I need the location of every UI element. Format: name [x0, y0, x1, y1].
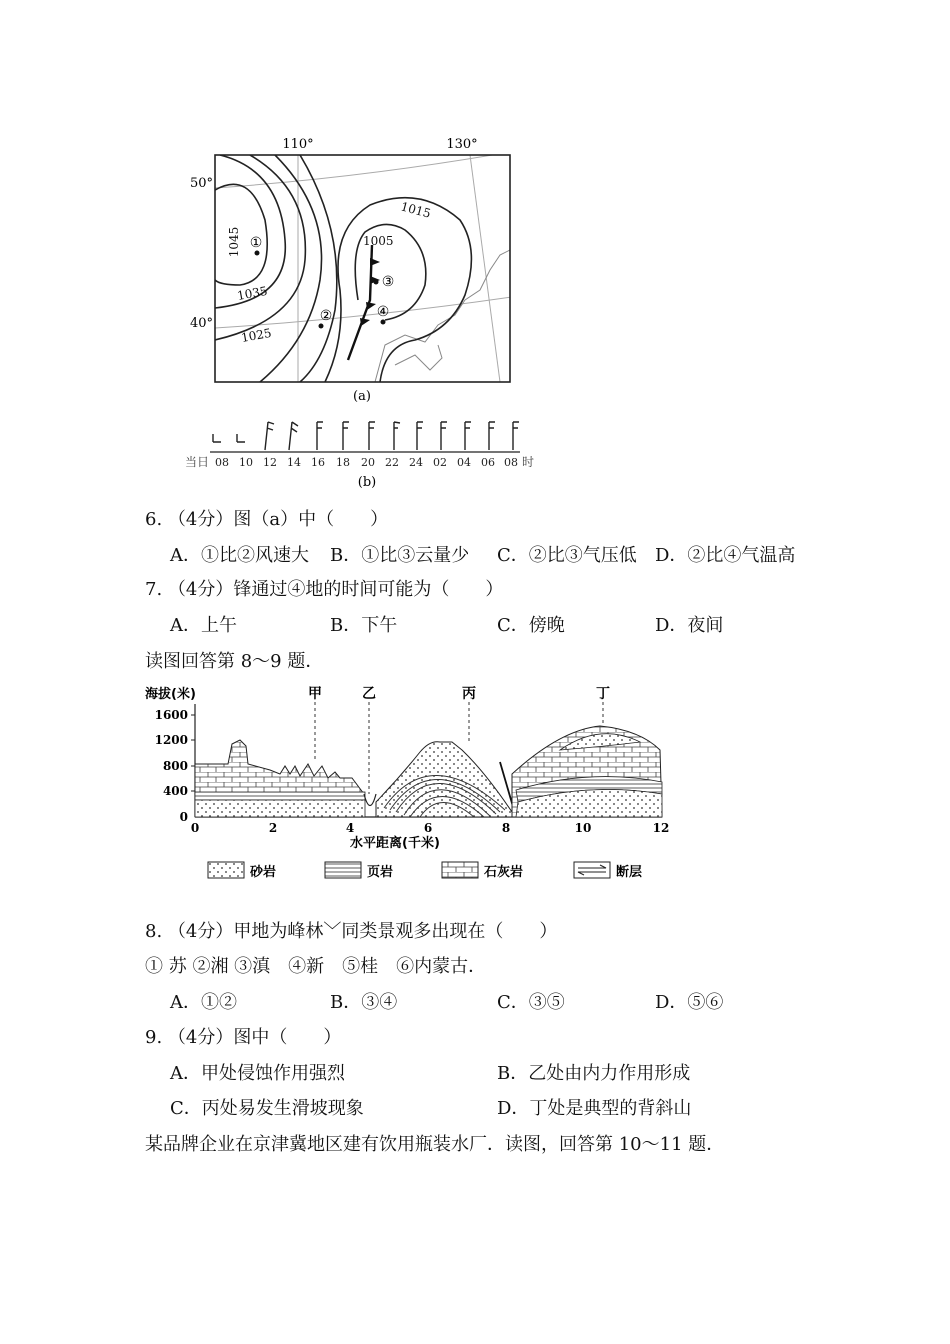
- q7-option-b[interactable]: B．下午: [330, 615, 398, 636]
- isobar-label-1045: 1045: [227, 226, 241, 258]
- q8-stem: 8. （4分）甲地为峰林﹀同类景观多出现在（ ）: [145, 921, 558, 942]
- legend-limestone-swatch: [442, 862, 478, 878]
- wind-timeline-figure: [185, 410, 545, 490]
- isobar-label-1035: 1035: [236, 283, 269, 303]
- timeline-suffix: 时: [522, 455, 535, 469]
- lon-label-130: 130°: [446, 137, 478, 152]
- q9-stem: 9. （4分）图中（ ）: [145, 1027, 342, 1048]
- lon-label-110: 110°: [282, 137, 314, 152]
- xtick-10: 10: [574, 821, 592, 835]
- q8-option-b[interactable]: B．③④: [330, 992, 398, 1013]
- isobar-label-1015: 1015: [399, 199, 433, 221]
- q8-option-c[interactable]: C．③⑤: [497, 992, 565, 1013]
- q6-option-c[interactable]: C．②比③气压低: [497, 545, 637, 566]
- place-jia: 甲: [308, 686, 322, 702]
- hour-tick: 04: [457, 456, 471, 469]
- q9-option-b[interactable]: B．乙处由内力作用形成: [497, 1063, 691, 1084]
- figure-b-caption: (b): [357, 475, 377, 490]
- place-yi: 乙: [362, 686, 376, 702]
- point-2-label: ②: [319, 308, 333, 324]
- point-3-label: ③: [381, 274, 395, 290]
- geologic-profile-figure: [140, 682, 680, 892]
- point-1-label: ①: [249, 235, 263, 251]
- lat-label-40: 40°: [190, 316, 214, 331]
- place-ding: 丁: [596, 686, 610, 702]
- timeline-prefix: 当日: [185, 455, 210, 469]
- xtick-12: 12: [652, 821, 670, 835]
- xtick-6: 6: [423, 821, 433, 835]
- q6-option-b[interactable]: B．①比③云量少: [330, 545, 470, 566]
- q8-option-a[interactable]: A．①②: [170, 992, 237, 1013]
- hour-tick: 06: [481, 456, 495, 469]
- legend-limestone: 石灰岩: [484, 865, 524, 880]
- point-4-label: ④: [376, 304, 390, 320]
- map-frame: [215, 155, 510, 382]
- q7-stem: 7. （4分）锋通过④地的时间可能为（ ）: [145, 579, 504, 600]
- xtick-8: 8: [501, 821, 511, 835]
- legend-fault: 断层: [616, 865, 643, 880]
- q9-option-c[interactable]: C．丙处易发生滑坡现象: [170, 1098, 364, 1119]
- q9-option-a[interactable]: A．甲处侵蚀作用强烈: [170, 1063, 345, 1084]
- place-bing: 丙: [462, 686, 476, 702]
- q8-option-d[interactable]: D．⑤⑥: [655, 992, 724, 1013]
- point-2-dot: [319, 324, 324, 329]
- hour-tick: 22: [385, 456, 399, 469]
- q6-stem: 6. （4分）图（a）中（ ）: [145, 509, 389, 530]
- hour-tick: 24: [409, 456, 423, 469]
- q7-option-c[interactable]: C．傍晚: [497, 615, 565, 636]
- figure-a-caption: (a): [353, 389, 371, 404]
- isobar-map-figure: [180, 130, 540, 410]
- ytick-800: 800: [162, 759, 188, 773]
- hour-tick: 14: [287, 456, 301, 469]
- intro-10-11: 某品牌企业在京津冀地区建有饮用瓶装水厂．读图，回答第 10～11 题．: [145, 1134, 725, 1155]
- lat-label-50: 50°: [190, 176, 214, 191]
- profile-ylabel: 海拔(米): [145, 687, 196, 702]
- legend-sandstone-swatch: [208, 862, 244, 878]
- ytick-400: 400: [162, 784, 188, 798]
- point-1-dot: [255, 251, 260, 256]
- q7-option-a[interactable]: A．上午: [170, 615, 237, 636]
- hour-tick: 12: [263, 456, 277, 469]
- legend-sandstone: 砂岩: [250, 865, 277, 880]
- isobar-label-1025: 1025: [240, 325, 273, 345]
- ytick-1600: 1600: [154, 708, 188, 722]
- ytick-1200: 1200: [154, 733, 188, 747]
- q6-option-a[interactable]: A．①比②风速大: [170, 545, 309, 566]
- q6-option-d[interactable]: D．②比④气温高: [655, 545, 796, 566]
- xtick-0: 0: [190, 821, 200, 835]
- q8-choices: ① 苏 ②湘 ③滇 ④新 ⑤桂 ⑥内蒙古．: [145, 956, 487, 977]
- point-4-dot: [381, 320, 386, 325]
- legend-fault-swatch: [574, 862, 610, 878]
- legend-shale-swatch: [325, 862, 361, 878]
- point-3-dot: [374, 280, 379, 285]
- hour-tick: 02: [433, 456, 447, 469]
- intro-8-9: 读图回答第 8～9 题．: [145, 651, 324, 672]
- isobar-label-1005: 1005: [363, 234, 394, 248]
- hour-tick: 16: [311, 456, 325, 469]
- ytick-0: 0: [179, 810, 188, 824]
- hour-tick: 08: [504, 456, 518, 469]
- hour-tick: 20: [361, 456, 375, 469]
- xtick-4: 4: [345, 821, 355, 835]
- profile-xlabel: 水平距离(千米): [350, 836, 440, 851]
- hour-tick: 08: [215, 456, 229, 469]
- xtick-2: 2: [268, 821, 278, 835]
- legend-shale: 页岩: [367, 865, 394, 880]
- hour-tick: 18: [336, 456, 350, 469]
- q7-option-d[interactable]: D．夜间: [655, 615, 724, 636]
- hour-tick: 10: [239, 456, 253, 469]
- q9-option-d[interactable]: D．丁处是典型的背斜山: [497, 1098, 692, 1119]
